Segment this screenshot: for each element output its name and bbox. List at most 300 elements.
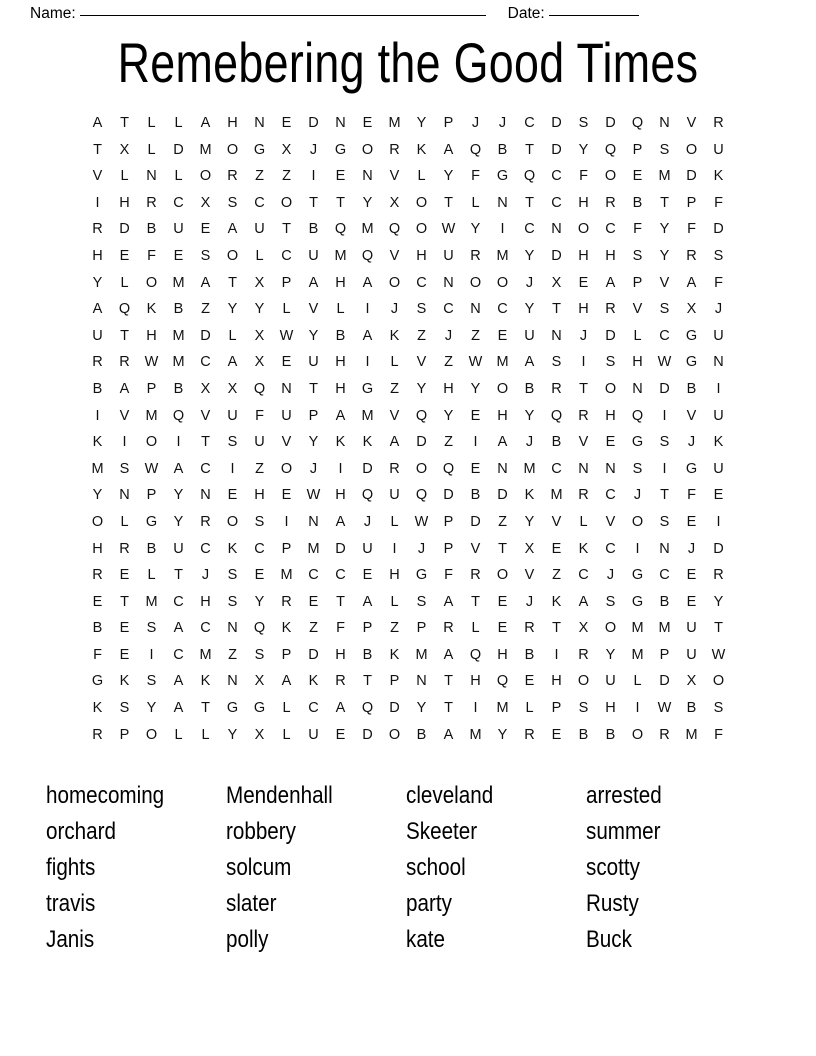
grid-cell[interactable]: I (149, 646, 154, 663)
grid-cell[interactable]: T (444, 194, 453, 211)
grid-cell[interactable]: Y (92, 274, 103, 291)
grid-cell[interactable]: Z (255, 460, 264, 477)
grid-cell[interactable]: Y (713, 593, 724, 610)
grid-cell[interactable]: N (551, 221, 562, 238)
grid-cell[interactable]: E (686, 593, 697, 610)
grid-cell[interactable]: L (633, 327, 642, 344)
word-list-item[interactable]: Buck (586, 926, 632, 953)
grid-cell[interactable]: X (254, 274, 265, 291)
grid-cell[interactable]: B (686, 700, 697, 717)
grid-cell[interactable]: M (145, 407, 158, 424)
grid-cell[interactable]: K (119, 673, 130, 690)
grid-cell[interactable]: G (334, 141, 347, 158)
grid-cell[interactable]: N (362, 168, 373, 185)
word-list-item[interactable]: Mendenhall (226, 782, 333, 809)
grid-cell[interactable]: E (362, 567, 373, 584)
grid-cell[interactable]: K (551, 593, 562, 610)
grid-cell[interactable]: M (172, 274, 185, 291)
grid-cell[interactable]: C (281, 247, 292, 264)
grid-cell[interactable]: C (659, 327, 670, 344)
grid-cell[interactable]: A (443, 726, 454, 743)
grid-cell[interactable]: C (524, 115, 535, 131)
grid-cell[interactable]: Z (498, 513, 507, 530)
grid-cell[interactable]: S (227, 194, 238, 211)
grid-cell[interactable]: S (632, 460, 643, 477)
grid-cell[interactable]: U (713, 327, 724, 344)
grid-cell[interactable]: E (335, 726, 346, 743)
grid-cell[interactable]: B (686, 380, 697, 397)
grid-cell[interactable]: S (632, 247, 643, 264)
grid-cell[interactable]: I (473, 434, 478, 451)
grid-cell[interactable]: G (253, 141, 266, 158)
grid-cell[interactable]: O (604, 620, 617, 637)
grid-cell[interactable]: D (659, 673, 670, 690)
grid-cell[interactable]: M (523, 460, 536, 477)
grid-cell[interactable]: R (443, 620, 454, 637)
grid-cell[interactable]: C (308, 700, 319, 717)
grid-cell[interactable]: U (713, 141, 724, 158)
grid-cell[interactable]: C (200, 620, 211, 637)
grid-cell[interactable]: N (578, 460, 589, 477)
grid-cell[interactable]: Y (362, 194, 373, 211)
grid-cell[interactable]: A (389, 434, 400, 451)
grid-cell[interactable]: Z (255, 168, 264, 185)
grid-cell[interactable]: J (390, 301, 399, 318)
grid-cell[interactable]: T (201, 434, 210, 451)
grid-cell[interactable]: V (605, 513, 616, 530)
grid-cell[interactable]: A (335, 513, 346, 530)
grid-cell[interactable]: D (362, 726, 373, 743)
grid-cell[interactable]: A (119, 380, 130, 397)
grid-cell[interactable]: A (173, 700, 184, 717)
grid-cell[interactable]: B (335, 327, 346, 344)
grid-cell[interactable]: J (363, 513, 372, 530)
grid-cell[interactable]: V (632, 301, 643, 318)
grid-cell[interactable]: Y (443, 407, 454, 424)
grid-cell[interactable]: L (228, 327, 237, 344)
grid-cell[interactable]: G (685, 327, 698, 344)
grid-cell[interactable]: Q (361, 700, 374, 717)
grid-cell[interactable]: Q (361, 487, 374, 504)
grid-cell[interactable]: T (120, 115, 129, 131)
grid-cell[interactable]: M (388, 115, 401, 131)
grid-cell[interactable]: R (713, 115, 724, 131)
grid-cell[interactable]: B (362, 646, 373, 663)
grid-cell[interactable]: C (173, 194, 184, 211)
grid-cell[interactable]: F (687, 221, 696, 238)
grid-cell[interactable]: U (605, 673, 616, 690)
grid-cell[interactable]: N (443, 274, 454, 291)
word-list-item[interactable]: travis (46, 890, 96, 917)
grid-cell[interactable]: M (631, 620, 644, 637)
grid-cell[interactable]: N (119, 487, 130, 504)
grid-cell[interactable]: D (308, 115, 319, 131)
grid-cell[interactable]: O (145, 434, 158, 451)
grid-cell[interactable]: B (551, 434, 562, 451)
grid-cell[interactable]: T (525, 194, 534, 211)
grid-cell[interactable]: R (146, 194, 157, 211)
grid-cell[interactable]: T (444, 700, 453, 717)
grid-cell[interactable]: O (496, 380, 509, 397)
grid-cell[interactable]: H (632, 354, 643, 371)
grid-cell[interactable]: Z (552, 567, 561, 584)
grid-cell[interactable]: J (417, 540, 426, 557)
grid-cell[interactable]: Q (253, 380, 266, 397)
grid-cell[interactable]: H (335, 646, 346, 663)
grid-cell[interactable]: O (145, 726, 158, 743)
grid-cell[interactable]: C (254, 540, 265, 557)
grid-cell[interactable]: O (388, 274, 401, 291)
grid-cell[interactable]: F (255, 407, 264, 424)
grid-cell[interactable]: A (173, 460, 184, 477)
grid-cell[interactable]: O (361, 141, 374, 158)
grid-cell[interactable]: U (713, 460, 724, 477)
grid-cell[interactable]: G (631, 593, 644, 610)
grid-cell[interactable]: S (416, 593, 427, 610)
date-write-line[interactable] (549, 14, 639, 16)
grid-cell[interactable]: C (173, 593, 184, 610)
grid-cell[interactable]: C (605, 221, 616, 238)
grid-cell[interactable]: H (335, 487, 346, 504)
grid-cell[interactable]: N (281, 380, 292, 397)
grid-cell[interactable]: V (389, 247, 400, 264)
grid-cell[interactable]: L (390, 513, 399, 530)
grid-cell[interactable]: S (200, 247, 211, 264)
grid-cell[interactable]: R (335, 673, 346, 690)
grid-cell[interactable]: M (469, 726, 482, 743)
grid-cell[interactable]: Q (334, 221, 347, 238)
grid-cell[interactable]: W (441, 221, 456, 238)
grid-cell[interactable]: W (657, 354, 672, 371)
grid-cell[interactable]: P (632, 141, 643, 158)
grid-cell[interactable]: I (311, 168, 316, 185)
grid-cell[interactable]: I (338, 460, 343, 477)
grid-cell[interactable]: Y (227, 301, 238, 318)
grid-cell[interactable]: L (120, 513, 129, 530)
grid-cell[interactable]: Z (201, 301, 210, 318)
grid-cell[interactable]: L (255, 247, 264, 264)
grid-cell[interactable]: U (686, 646, 697, 663)
grid-cell[interactable]: Q (469, 141, 482, 158)
grid-cell[interactable]: F (93, 646, 102, 663)
grid-cell[interactable]: Q (118, 301, 131, 318)
grid-cell[interactable]: T (336, 593, 345, 610)
grid-cell[interactable]: K (92, 434, 103, 451)
grid-cell[interactable]: I (635, 540, 640, 557)
grid-cell[interactable]: Z (309, 620, 318, 637)
grid-cell[interactable]: Y (470, 380, 481, 397)
grid-cell[interactable]: D (335, 540, 346, 557)
grid-cell[interactable]: U (362, 540, 373, 557)
grid-cell[interactable]: K (281, 620, 292, 637)
grid-cell[interactable]: K (713, 168, 724, 185)
grid-cell[interactable]: M (496, 354, 509, 371)
grid-cell[interactable]: E (470, 407, 481, 424)
grid-cell[interactable]: G (91, 673, 104, 690)
grid-cell[interactable]: H (146, 327, 157, 344)
grid-cell[interactable]: B (524, 646, 535, 663)
grid-cell[interactable]: A (227, 354, 238, 371)
grid-cell[interactable]: B (146, 221, 157, 238)
grid-cell[interactable]: H (551, 673, 562, 690)
grid-cell[interactable]: F (471, 168, 480, 185)
grid-cell[interactable]: U (173, 540, 184, 557)
grid-cell[interactable]: U (713, 407, 724, 424)
grid-cell[interactable]: V (92, 168, 103, 185)
grid-cell[interactable]: S (254, 513, 265, 530)
grid-cell[interactable]: R (389, 460, 400, 477)
grid-cell[interactable]: Y (416, 115, 427, 131)
grid-cell[interactable]: R (470, 247, 481, 264)
grid-cell[interactable]: K (713, 434, 724, 451)
grid-cell[interactable]: P (362, 620, 373, 637)
grid-cell[interactable]: R (92, 567, 103, 584)
grid-cell[interactable]: E (254, 567, 265, 584)
grid-cell[interactable]: T (552, 620, 561, 637)
grid-cell[interactable]: D (686, 168, 697, 185)
grid-cell[interactable]: F (444, 567, 453, 584)
grid-cell[interactable]: H (578, 301, 589, 318)
grid-cell[interactable]: Y (578, 141, 589, 158)
grid-cell[interactable]: U (686, 620, 697, 637)
grid-cell[interactable]: R (605, 194, 616, 211)
grid-cell[interactable]: V (389, 168, 400, 185)
grid-cell[interactable]: Q (604, 141, 617, 158)
grid-cell[interactable]: E (308, 593, 319, 610)
grid-cell[interactable]: L (120, 274, 129, 291)
grid-cell[interactable]: K (335, 434, 346, 451)
grid-cell[interactable]: T (579, 380, 588, 397)
grid-cell[interactable]: I (662, 407, 667, 424)
grid-cell[interactable]: Y (173, 487, 184, 504)
grid-cell[interactable]: H (416, 247, 427, 264)
grid-cell[interactable]: L (201, 726, 210, 743)
grid-cell[interactable]: O (145, 274, 158, 291)
grid-cell[interactable]: Y (524, 301, 535, 318)
grid-cell[interactable]: H (497, 407, 508, 424)
grid-cell[interactable]: A (497, 434, 508, 451)
grid-cell[interactable]: B (578, 726, 589, 743)
grid-cell[interactable]: C (551, 194, 562, 211)
grid-cell[interactable]: G (496, 168, 509, 185)
grid-cell[interactable]: M (361, 221, 374, 238)
grid-cell[interactable]: T (201, 700, 210, 717)
grid-cell[interactable]: L (282, 726, 291, 743)
grid-cell[interactable]: F (687, 487, 696, 504)
grid-cell[interactable]: M (91, 460, 104, 477)
grid-cell[interactable]: P (146, 380, 157, 397)
grid-cell[interactable]: D (308, 646, 319, 663)
grid-cell[interactable]: L (633, 673, 642, 690)
grid-cell[interactable]: U (524, 327, 535, 344)
grid-cell[interactable]: H (605, 700, 616, 717)
grid-cell[interactable]: U (443, 247, 454, 264)
grid-cell[interactable]: G (253, 700, 266, 717)
grid-cell[interactable]: O (415, 221, 428, 238)
grid-cell[interactable]: V (686, 407, 697, 424)
grid-cell[interactable]: H (443, 380, 454, 397)
grid-cell[interactable]: C (173, 646, 184, 663)
grid-cell[interactable]: G (631, 567, 644, 584)
grid-cell[interactable]: B (524, 380, 535, 397)
grid-cell[interactable]: M (334, 247, 347, 264)
grid-cell[interactable]: H (200, 593, 211, 610)
grid-cell[interactable]: A (92, 301, 103, 318)
grid-cell[interactable]: R (578, 407, 589, 424)
grid-cell[interactable]: N (227, 673, 238, 690)
grid-cell[interactable]: H (335, 274, 346, 291)
grid-cell[interactable]: O (631, 513, 644, 530)
grid-cell[interactable]: C (200, 540, 211, 557)
grid-cell[interactable]: C (254, 194, 265, 211)
grid-cell[interactable]: D (362, 460, 373, 477)
word-list-item[interactable]: scotty (586, 854, 640, 881)
grid-cell[interactable]: V (524, 567, 535, 584)
grid-cell[interactable]: C (605, 487, 616, 504)
grid-cell[interactable]: Z (471, 327, 480, 344)
grid-cell[interactable]: I (554, 646, 559, 663)
grid-cell[interactable]: B (497, 141, 508, 158)
grid-cell[interactable]: E (281, 487, 292, 504)
grid-cell[interactable]: Q (415, 407, 428, 424)
grid-cell[interactable]: B (308, 221, 319, 238)
grid-cell[interactable]: D (416, 434, 427, 451)
grid-cell[interactable]: X (119, 141, 130, 158)
grid-cell[interactable]: U (92, 327, 103, 344)
grid-cell[interactable]: A (308, 274, 319, 291)
grid-cell[interactable]: B (92, 380, 103, 397)
grid-cell[interactable]: M (199, 646, 212, 663)
grid-cell[interactable]: O (604, 380, 617, 397)
grid-cell[interactable]: F (336, 620, 345, 637)
grid-cell[interactable]: C (605, 540, 616, 557)
grid-cell[interactable]: I (392, 540, 397, 557)
grid-cell[interactable]: S (605, 593, 616, 610)
grid-cell[interactable]: T (444, 673, 453, 690)
grid-cell[interactable]: Z (390, 380, 399, 397)
grid-cell[interactable]: G (415, 567, 428, 584)
grid-cell[interactable]: W (144, 460, 159, 477)
grid-cell[interactable]: E (497, 327, 508, 344)
grid-cell[interactable]: L (579, 513, 588, 530)
grid-cell[interactable]: A (173, 673, 184, 690)
grid-cell[interactable]: P (551, 700, 562, 717)
grid-cell[interactable]: N (713, 354, 724, 371)
grid-cell[interactable]: R (605, 301, 616, 318)
grid-cell[interactable]: N (659, 540, 670, 557)
grid-cell[interactable]: H (605, 407, 616, 424)
grid-cell[interactable]: L (336, 301, 345, 318)
grid-cell[interactable]: Z (417, 327, 426, 344)
grid-cell[interactable]: R (227, 168, 238, 185)
grid-cell[interactable]: C (335, 567, 346, 584)
grid-cell[interactable]: K (389, 327, 400, 344)
grid-cell[interactable]: E (470, 460, 481, 477)
grid-cell[interactable]: R (281, 593, 292, 610)
grid-cell[interactable]: Y (524, 247, 535, 264)
name-field[interactable] (30, 6, 486, 22)
grid-cell[interactable]: N (497, 460, 508, 477)
grid-cell[interactable]: M (550, 487, 563, 504)
grid-cell[interactable]: P (686, 194, 697, 211)
grid-cell[interactable]: N (659, 115, 670, 131)
grid-cell[interactable]: S (254, 646, 265, 663)
grid-cell[interactable]: O (496, 274, 509, 291)
grid-cell[interactable]: U (389, 487, 400, 504)
grid-cell[interactable]: K (578, 540, 589, 557)
grid-cell[interactable]: M (415, 646, 428, 663)
grid-cell[interactable]: J (309, 141, 318, 158)
grid-cell[interactable]: W (306, 487, 321, 504)
grid-cell[interactable]: Y (605, 646, 616, 663)
grid-cell[interactable]: N (605, 460, 616, 477)
grid-cell[interactable]: T (552, 301, 561, 318)
grid-cell[interactable]: L (174, 115, 183, 131)
grid-cell[interactable]: P (443, 513, 454, 530)
grid-cell[interactable]: Z (228, 646, 237, 663)
grid-cell[interactable]: V (659, 274, 670, 291)
grid-cell[interactable]: S (227, 434, 238, 451)
grid-cell[interactable]: J (525, 434, 534, 451)
grid-cell[interactable]: O (226, 141, 239, 158)
grid-cell[interactable]: R (578, 646, 589, 663)
grid-cell[interactable]: U (281, 407, 292, 424)
date-field[interactable] (508, 6, 639, 22)
grid-cell[interactable]: D (497, 487, 508, 504)
grid-cell[interactable]: Q (442, 460, 455, 477)
grid-cell[interactable]: B (146, 540, 157, 557)
grid-cell[interactable]: R (713, 567, 724, 584)
grid-cell[interactable]: P (281, 540, 292, 557)
grid-cell[interactable]: N (227, 620, 238, 637)
word-list-item[interactable]: robbery (226, 818, 296, 845)
grid-cell[interactable]: E (713, 487, 724, 504)
grid-cell[interactable]: E (578, 274, 589, 291)
grid-cell[interactable]: X (281, 141, 292, 158)
word-list-item[interactable]: party (406, 890, 452, 917)
grid-cell[interactable]: J (525, 593, 534, 610)
grid-cell[interactable]: M (172, 327, 185, 344)
grid-cell[interactable]: O (199, 168, 212, 185)
grid-cell[interactable]: K (524, 487, 535, 504)
grid-cell[interactable]: B (92, 620, 103, 637)
grid-cell[interactable]: S (119, 460, 130, 477)
grid-cell[interactable]: R (200, 513, 211, 530)
grid-cell[interactable]: C (200, 354, 211, 371)
grid-cell[interactable]: Y (308, 434, 319, 451)
grid-cell[interactable]: F (633, 221, 642, 238)
grid-cell[interactable]: I (230, 460, 235, 477)
grid-cell[interactable]: A (362, 274, 373, 291)
grid-cell[interactable]: H (227, 115, 238, 131)
grid-cell[interactable]: J (606, 567, 615, 584)
grid-cell[interactable]: A (443, 646, 454, 663)
grid-cell[interactable]: F (714, 726, 723, 743)
grid-cell[interactable]: X (227, 380, 238, 397)
grid-cell[interactable]: F (714, 194, 723, 211)
grid-cell[interactable]: F (714, 274, 723, 291)
grid-cell[interactable]: E (497, 620, 508, 637)
grid-cell[interactable]: D (713, 221, 724, 238)
grid-cell[interactable]: I (662, 460, 667, 477)
grid-cell[interactable]: X (254, 726, 265, 743)
grid-cell[interactable]: V (578, 434, 589, 451)
grid-cell[interactable]: E (227, 487, 238, 504)
grid-cell[interactable]: M (658, 620, 671, 637)
grid-cell[interactable]: L (147, 567, 156, 584)
grid-cell[interactable]: E (119, 646, 130, 663)
grid-cell[interactable]: M (199, 141, 212, 158)
